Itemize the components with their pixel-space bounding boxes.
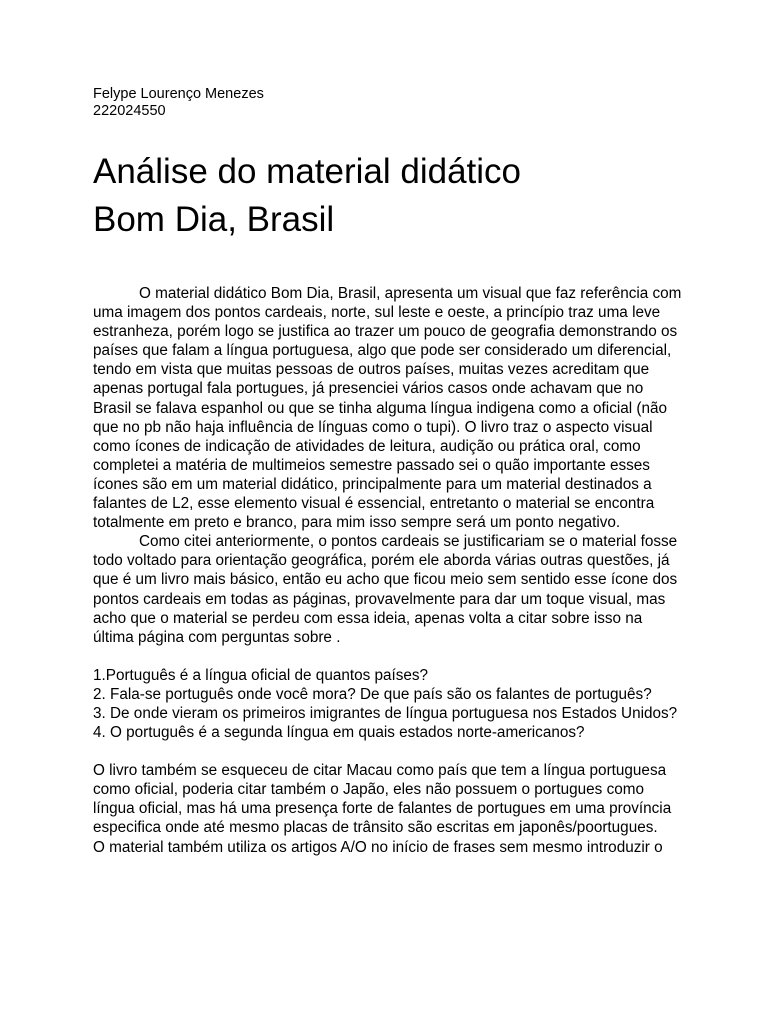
paragraph-3: O livro também se esqueceu de citar Macau como país que tem a língua portuguesa como oficial, poderia citar também o Japão, eles não possuem o portugues como língua oficial, mas há uma presença forte de falantes de portugues em uma província especifica onde até mesmo placas de trânsito são escritas em japonês/poortugues. (93, 762, 672, 837)
student-id: 222024550 (93, 103, 166, 119)
document-title (93, 148, 693, 244)
document-body (93, 284, 683, 857)
question-3: 3. De onde vieram os primeiros imigrantes de língua portuguesa nos Estados Unidos? (93, 704, 678, 722)
question-4: 4. O português é a segunda língua em quais estados norte-americanos? (93, 724, 585, 742)
question-2: 2. Fala-se português onde você mora? De que país são os falantes de português? (93, 685, 652, 703)
spacer (93, 742, 683, 761)
question-1: 1.Português é a língua oficial de quantos países? (93, 666, 429, 684)
paragraph-1: O material didático Bom Dia, Brasil, apresenta um visual que faz referência com uma imagem dos pontos cardeais, norte, sul leste e oeste, a princípio traz uma leve estranheza, porém logo se justifica ao trazer um pouco de geografia demonstrando os países que falam a língua portuguesa, algo que pode ser considerado um diferencial, tendo em vista que muitas pessoas de outros países, muitas vezes acreditam que apenas portugal fala portugues, já presenciei vários casos onde achavam que no Brasil se falava espanhol ou que se tinha alguma língua indigena como a oficial (não que no pb não haja influência de línguas como o tupi). O livro traz o aspecto visual como ícones de indicação de atividades de leitura, audição ou prática oral, como completei a matéria de multimeios semestre passado sei o quão importante esses ícones são em um material didático, principalmente para um material destinados a falantes de L2, esse elemento visual é essencial, entretanto o material se encontra totalmente em preto e branco, para mim isso sempre será um ponto negativo. (93, 285, 682, 532)
author-name: Felype Lourenço Menezes (93, 86, 264, 102)
spacer (93, 647, 683, 666)
title-line-1: Análise do material didático (93, 152, 522, 191)
document-page (93, 86, 693, 857)
paragraph-2: Como citei anteriormente, o pontos cardeais se justificariam se o material fosse todo voltado para orientação geográfica, porém ele aborda várias outras questões, já que é um livro mais básico, então eu acho que ficou meio sem sentido esse ícone dos pontos cardeais em todas as páginas, provavelmente para dar um toque visual, mas acho que o material se perdeu com essa ideia, apenas volta a citar sobre isso na última página com perguntas sobre . (93, 533, 678, 646)
title-line-2: Bom Dia, Brasil (93, 200, 335, 239)
paragraph-4: O material também utiliza os artigos A/O no início de frases sem mesmo introduzir o (93, 838, 663, 856)
